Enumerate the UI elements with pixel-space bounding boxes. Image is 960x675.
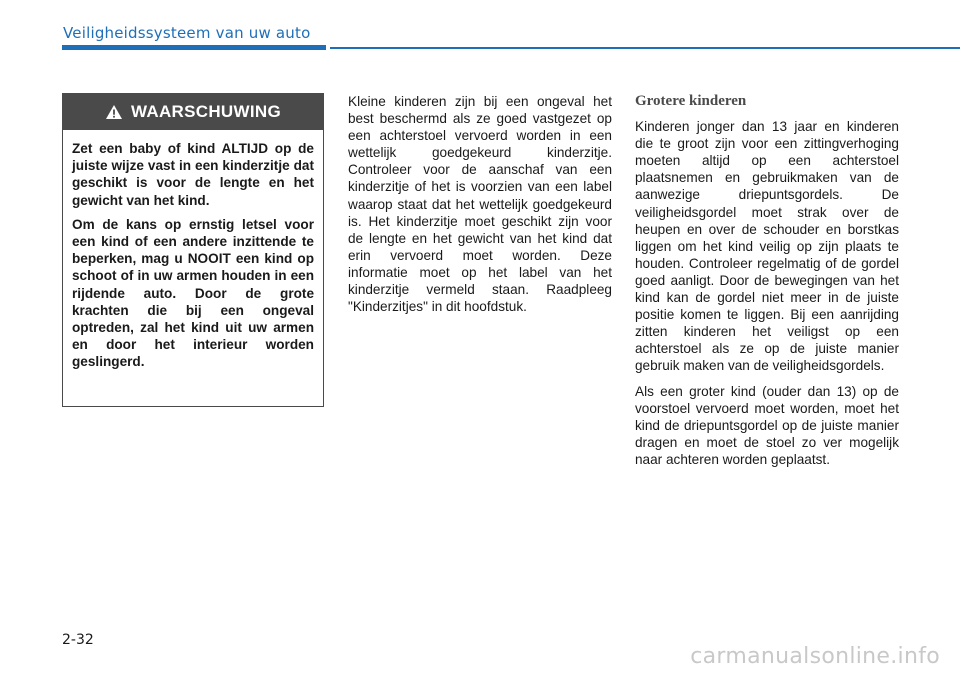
body-paragraph: Kinderen jonger dan 13 jaar en kinderen die te groot zijn voor een zittingverhoging moeten altijd op een achterstoel plaatsnemen en gebruikmaken van de aanwezige driepuntsgordels. De veiligheidsgordel moet strak over de heupen en over de schouder en borstkas liggen om het kind veilig op zijn plaats te houden. Controleer regelmatig of de gordel goed aanligt. Door de bewegingen van het kind kan de gordel niet meer in de juiste positie komen te liggen. Bij een aanrijding zitten kinderen het veiligst op een achterstoel als ze op de juiste manier gebruik maken van de veiligheidsgordels. [635, 119, 899, 374]
right-column [635, 93, 899, 476]
section-heading: Grotere kinderen [635, 93, 747, 109]
body-paragraph: Als een groter kind (ouder dan 13) op de voorstoel vervoerd moet worden, moet het kind de driepuntsgordel op de juiste manier dragen en moet de stoel zo ver mogelijk naar achteren worden geplaatst. [635, 383, 899, 467]
middle-column [348, 93, 612, 323]
page-number: 2-32 [62, 632, 94, 648]
header-rule-thin [330, 47, 960, 49]
warning-body [63, 130, 323, 371]
warning-paragraph: Zet een baby of kind ALTIJD op de juiste wijze vast in een kinderzitje dat geschikt is voor de lengte en het gewicht van het kind. [72, 141, 314, 208]
warning-paragraph: Om de kans op ernstig letsel voor een kind of een andere inzittende te beperken, mag u NOOIT een kind op schoot of in uw armen houden in een rijdende auto. Door de grote krachten die bij een ongeval optreden, zal het kind uit uw armen en door het interieur worden geslingerd. [72, 216, 314, 370]
header-rule-thick [62, 45, 326, 50]
section-title: Veiligheidssysteem van uw auto [63, 24, 311, 42]
warning-box [62, 93, 324, 407]
watermark: carmanualsonline.info [690, 644, 940, 669]
warning-triangle-icon [105, 104, 123, 120]
warning-header [63, 94, 323, 130]
body-paragraph: Kleine kinderen zijn bij een ongeval het best beschermd als ze goed vastgezet op een achterstoel vervoerd worden in een wettelijk goedgekeurd kinderzitje. Controleer voor de aanschaf van een kinderzitje of het is voorzien van een label waarop staat dat het wettelijk goedgekeurd is. Het kinderzitje moet geschikt zijn voor de lengte en het gewicht van het kind dat erin vervoerd moet worden. Deze informatie moet op het label van het kinderzitje vermeld staan. Raadpleeg "Kinderzitjes" in dit hoofdstuk. [348, 94, 612, 315]
warning-title: WAARSCHUWING [131, 102, 281, 121]
